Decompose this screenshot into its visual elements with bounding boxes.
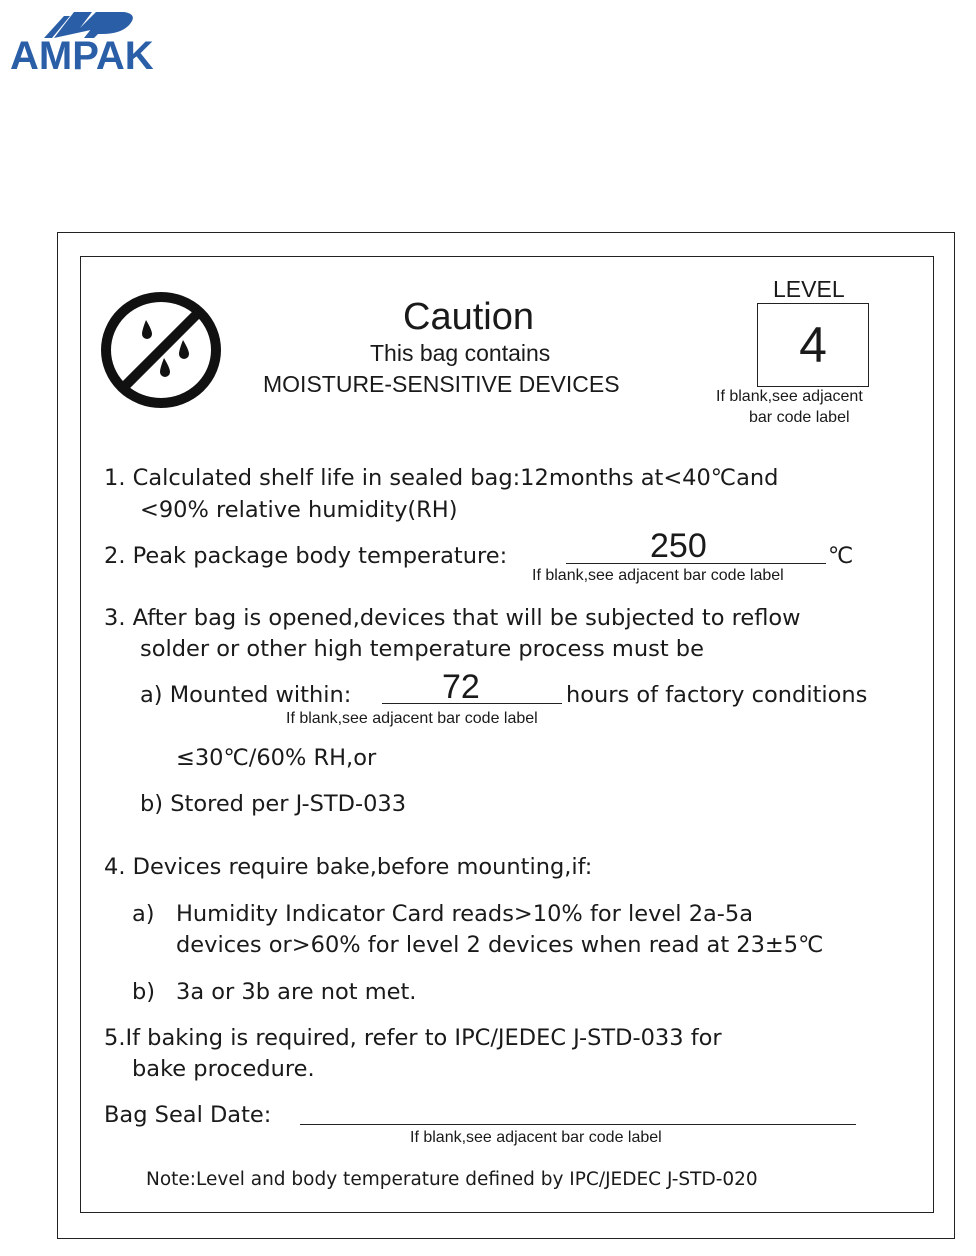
bag-seal-date-line — [300, 1124, 856, 1125]
item-3a-note: If blank,see adjacent bar code label — [286, 710, 538, 727]
item-2-note: If blank,see adjacent bar code label — [532, 567, 784, 584]
item-3a-condition: ≤30℃/60% RH,or — [176, 745, 377, 771]
caution-subtitle-1: This bag contains — [370, 340, 551, 366]
item-2-label: 2. Peak package body temperature: — [104, 543, 508, 569]
level-label: LEVEL — [773, 276, 845, 302]
level-note-1: If blank,see adjacent — [716, 388, 863, 405]
level-note-2: bar code label — [749, 409, 850, 426]
item-3a-label: a) Mounted within: — [140, 682, 352, 708]
item-4a-line-2: devices or>60% for level 2 devices when read at 23±5℃ — [176, 932, 824, 958]
caution-title: Caution — [403, 296, 534, 338]
no-water-drops-icon — [98, 290, 224, 410]
item-3-line-1: 3. After bag is opened,devices that will be subjected to reflow — [104, 605, 801, 631]
item-2-value: 250 — [650, 527, 707, 565]
item-4b-marker: b) — [132, 979, 156, 1005]
item-1-line-2: <90% relative humidity(RH) — [140, 497, 458, 523]
caution-subtitle-2: MOISTURE-SENSITIVE DEVICES — [263, 371, 620, 397]
item-4b-text: 3a or 3b are not met. — [176, 979, 417, 1005]
bag-seal-date-label: Bag Seal Date: — [104, 1102, 272, 1128]
item-4: 4. Devices require bake,before mounting,if: — [104, 854, 593, 880]
level-value-box — [757, 303, 869, 387]
item-3b: b) Stored per J-STD-033 — [140, 791, 407, 817]
company-logo-text: AMPAK — [10, 34, 154, 78]
item-5-line-1: 5.If baking is required, refer to IPC/JEDEC J-STD-033 for — [104, 1025, 722, 1051]
item-3-line-2: solder or other high temperature process must be — [140, 636, 704, 662]
item-2-unit: ℃ — [828, 543, 854, 569]
footer-note: Note:Level and body temperature defined by IPC/JEDEC J-STD-020 — [146, 1169, 758, 1190]
item-3a-value: 72 — [442, 668, 480, 706]
item-3a-suffix: hours of factory conditions — [566, 682, 868, 708]
item-4a-line-1: Humidity Indicator Card reads>10% for level 2a-5a — [176, 901, 754, 927]
item-1-line-1: 1. Calculated shelf life in sealed bag:12months at<40℃and — [104, 465, 779, 491]
item-4a-marker: a) — [132, 901, 155, 927]
bag-seal-date-note: If blank,see adjacent bar code label — [410, 1129, 662, 1146]
item-5-line-2: bake procedure. — [132, 1056, 315, 1082]
level-value: 4 — [799, 317, 827, 373]
